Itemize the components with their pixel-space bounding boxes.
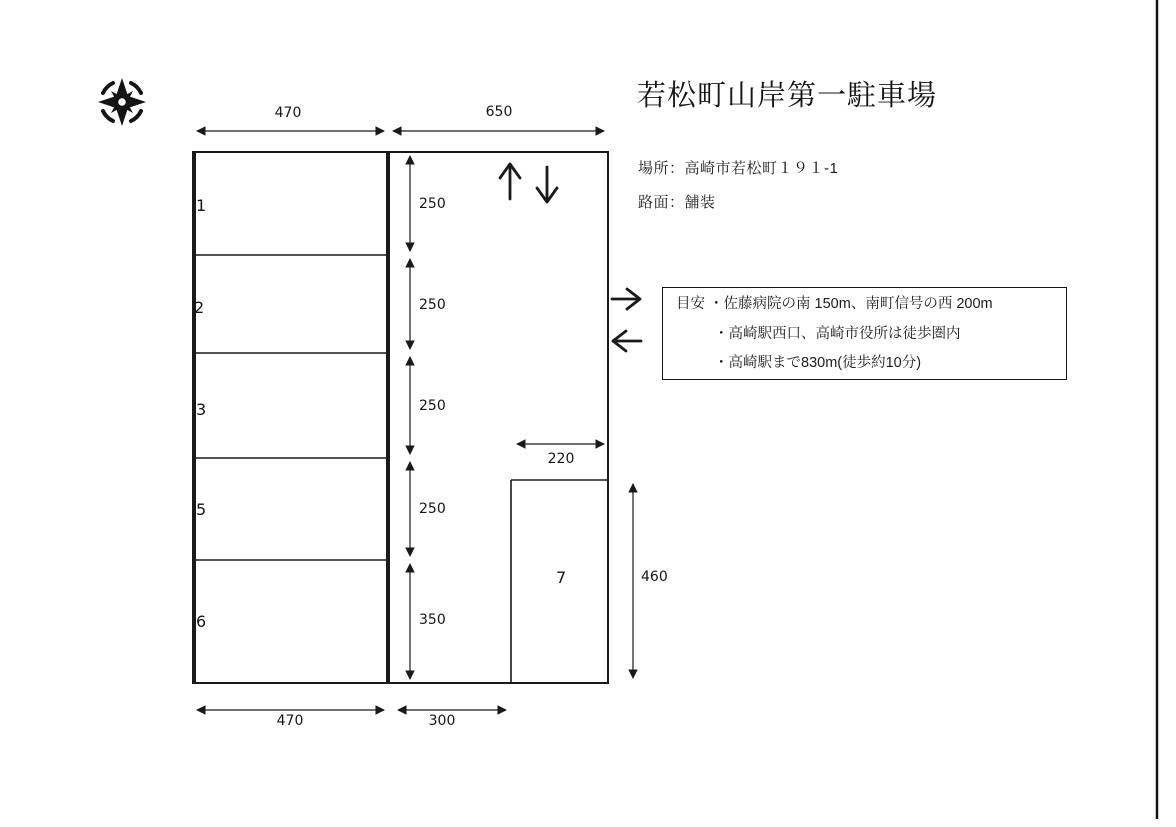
parking-space-6-label: 6 (196, 612, 207, 631)
dimension-arrows (197, 131, 633, 710)
left-arrow-icon (613, 331, 641, 351)
down-arrow-icon (537, 167, 557, 202)
dim-bottom-aisle-label: 300 (428, 713, 456, 729)
parking-lot-outline (193, 152, 608, 683)
dim-top-left-label: 470 (274, 105, 302, 121)
landmark-line-2: ・高崎駅西口、高崎市役所は徒歩圏内 (714, 326, 961, 342)
dim-space7-height-label: 460 (641, 569, 668, 585)
landmark-line-1: 目安 ・佐藤病院の南 150m、南町信号の西 200m (676, 296, 993, 312)
dim-top-right-label: 650 (485, 104, 513, 120)
location-text: 場所：高崎市若松町１９１-1 (638, 160, 839, 177)
parking-space-2-label: 2 (194, 298, 205, 317)
dim-row2-label: 250 (419, 297, 446, 313)
surface-text: 路面：舗装 (638, 194, 716, 211)
dim-space7-width-label: 220 (547, 451, 575, 467)
compass-rose-icon (98, 78, 146, 126)
parking-space-3-label: 3 (196, 400, 207, 419)
parking-space-1-label: 1 (196, 196, 207, 215)
up-arrow-icon (500, 164, 520, 199)
dim-row5-label: 350 (419, 612, 446, 628)
parking-space-5-label: 5 (196, 500, 207, 519)
dim-bottom-left-label: 470 (276, 713, 304, 729)
dim-row3-label: 250 (419, 398, 446, 414)
landmark-line-3: ・高崎駅まで830m(徒歩約10分) (714, 355, 922, 371)
parking-space-7-label: 7 (556, 568, 567, 587)
right-arrow-icon (612, 289, 640, 309)
page-title: 若松町山岸第一駐車場 (637, 80, 938, 112)
dim-row1-label: 250 (419, 196, 446, 212)
dim-row4-label: 250 (419, 501, 446, 517)
